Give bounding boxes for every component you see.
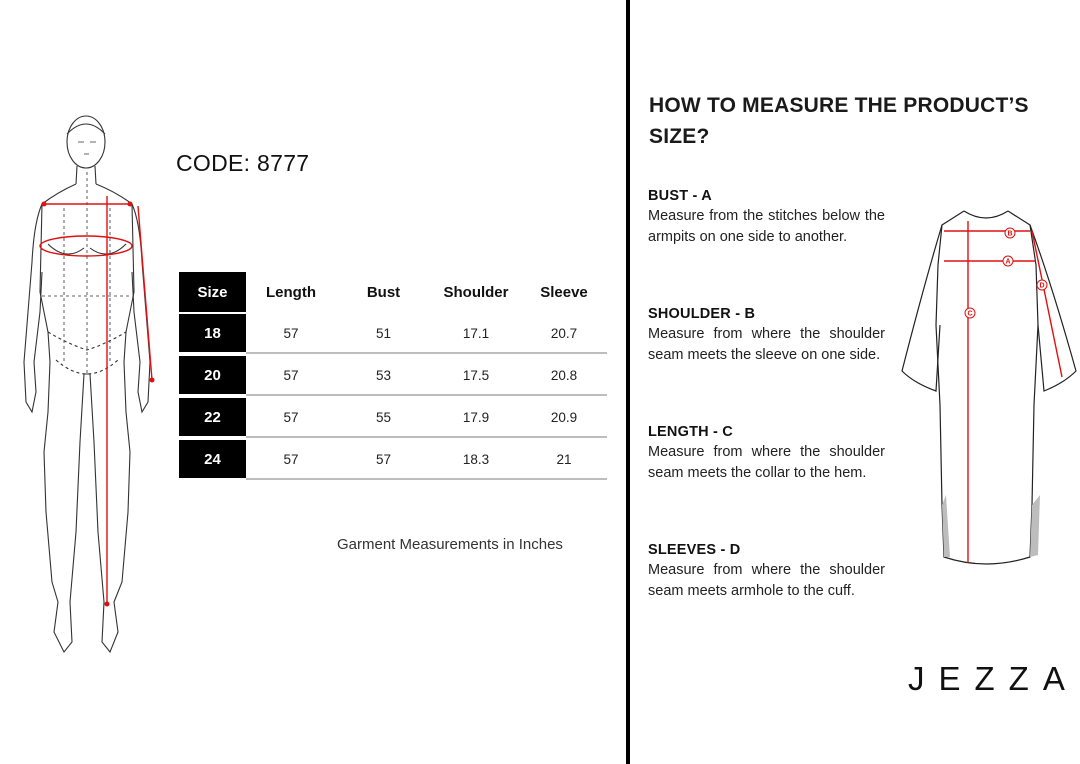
header-sleeve: Sleeve xyxy=(540,283,588,301)
bust-cell: 57 xyxy=(336,440,431,480)
marker-d-label: D xyxy=(1039,282,1045,290)
guide-heading: SLEEVES - D xyxy=(648,542,741,558)
shoulder-cell: 17.1 xyxy=(431,314,521,354)
guide-heading: LENGTH - C xyxy=(648,424,733,440)
guide-text: Measure from where the shoulder seam meets the sleeve on one side. xyxy=(648,326,885,363)
dress-illustration xyxy=(898,205,1080,577)
table-header-row xyxy=(179,272,607,312)
product-code: CODE: 8777 xyxy=(176,150,310,176)
guide-heading: SHOULDER - B xyxy=(648,306,756,322)
shoulder-cell: 17.5 xyxy=(431,356,521,396)
marker-c-label: C xyxy=(967,310,973,318)
marker-a-label: A xyxy=(1005,258,1011,266)
guide-section-bust xyxy=(648,188,885,248)
table-row xyxy=(179,356,607,396)
guide-section-shoulder xyxy=(648,306,885,366)
length-cell: 57 xyxy=(246,356,336,396)
sleeve-cell: 21 xyxy=(521,440,607,480)
length-cell: 57 xyxy=(246,440,336,480)
bust-cell: 53 xyxy=(336,356,431,396)
table-row xyxy=(179,398,607,438)
page-divider xyxy=(626,0,630,764)
measurement-unit-caption: Garment Measurements in Inches xyxy=(337,536,563,553)
shoulder-cell: 18.3 xyxy=(431,440,521,480)
sleeve-cell: 20.7 xyxy=(521,314,607,354)
table-row xyxy=(179,440,607,480)
size-cell: 24 xyxy=(179,440,246,480)
bust-cell: 55 xyxy=(336,398,431,438)
marker-b-label: B xyxy=(1007,230,1013,238)
guide-text: Measure from the stitches below the armpits on one side to another. xyxy=(648,208,885,245)
size-cell: 20 xyxy=(179,356,246,396)
length-cell: 57 xyxy=(246,398,336,438)
body-figure-illustration xyxy=(18,112,168,660)
shoulder-cell: 17.9 xyxy=(431,398,521,438)
bust-cell: 51 xyxy=(336,314,431,354)
sleeve-cell: 20.9 xyxy=(521,398,607,438)
guide-section-length xyxy=(648,424,885,484)
size-cell: 22 xyxy=(179,398,246,438)
size-cell: 18 xyxy=(179,314,246,354)
guide-section-sleeves xyxy=(648,542,885,602)
guide-text: Measure from where the shoulder seam meets armhole to the cuff. xyxy=(648,562,885,599)
header-shoulder: Shoulder xyxy=(443,283,509,301)
guide-title: HOW TO MEASURE THE PRODUCT’S SIZE? xyxy=(649,94,1029,148)
table-row xyxy=(179,314,607,354)
length-cell: 57 xyxy=(246,314,336,354)
guide-text: Measure from where the shoulder seam meets the collar to the hem. xyxy=(648,444,885,481)
brand-logo: JEZZA xyxy=(908,660,1079,697)
header-bust: Bust xyxy=(366,283,401,301)
guide-heading: BUST - A xyxy=(648,188,712,204)
sleeve-cell: 20.8 xyxy=(521,356,607,396)
size-chart-table xyxy=(179,270,607,482)
header-length: Length xyxy=(266,283,316,301)
header-size: Size xyxy=(179,272,246,312)
